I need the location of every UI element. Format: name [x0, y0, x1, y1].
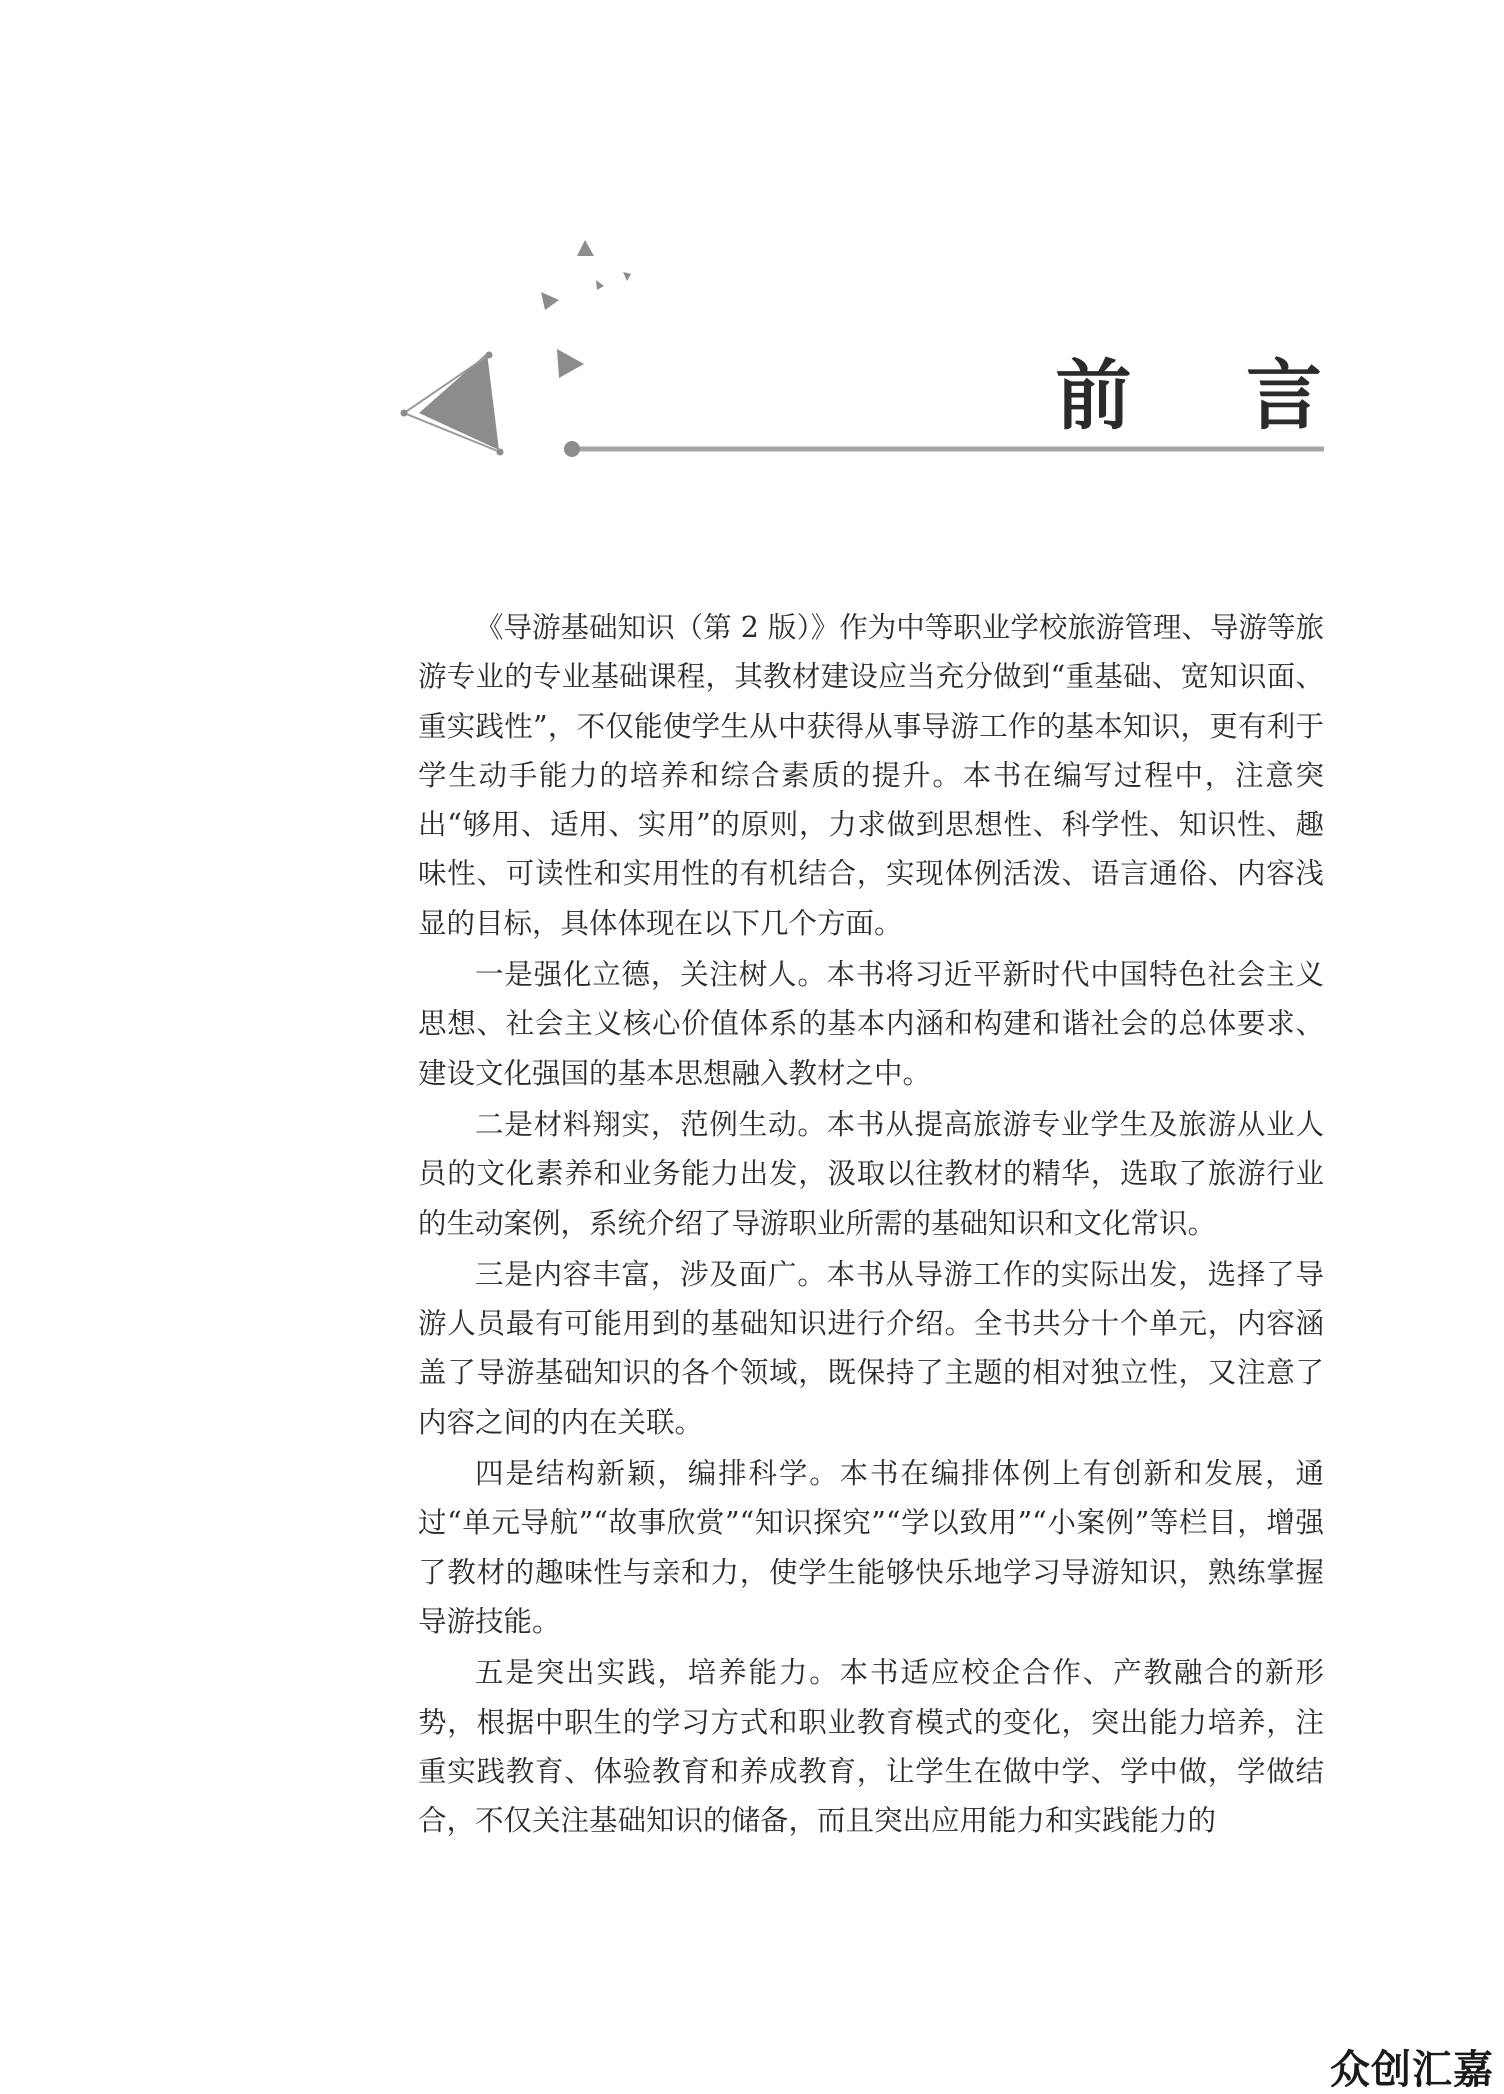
decor-triangle-small-1 [577, 240, 594, 256]
decor-triangle-small-2 [541, 292, 559, 310]
preface-body [418, 603, 1324, 1847]
decor-triangle-small-5 [557, 349, 584, 378]
decor-dot [486, 352, 493, 359]
decor-dot [497, 449, 504, 456]
watermark-logo: 众创汇嘉 [1330, 2047, 1494, 2093]
decor-triangle-small-4 [623, 272, 631, 281]
paragraph-point-3: 三是内容丰富，涉及面广。本书从导游工作的实际出发，选择了导游人员最有可能用到的基础知识进行介绍。全书共分十个单元，内容涵盖了导游基础知识的各个领域，既保持了主题的相对独立性，又注意了内容之间的内在关联。 [418, 1257, 1324, 1439]
title-rule-dot [564, 441, 580, 457]
decor-dot [401, 410, 408, 417]
title-decoration [0, 0, 1504, 520]
page-title: 前 言 [1055, 351, 1366, 440]
paragraph-point-4: 四是结构新颖，编排科学。本书在编排体例上有创新和发展，通过“单元导航”“故事欣赏”“知识探究”“学以致用”“小案例”等栏目，增强了教材的趣味性与亲和力，使学生能够快乐地学习导游知识，熟练掌握导游技能。 [418, 1457, 1324, 1638]
decor-triangle-small-3 [596, 280, 604, 290]
paragraph-point-2: 二是材料翔实，范例生动。本书从提高旅游专业学生及旅游从业人员的文化素养和业务能力出发，汲取以往教材的精华，选取了旅游行业的生动案例，系统介绍了导游职业所需的基础知识和文化常识。 [418, 1107, 1324, 1240]
paragraph-point-1: 一是强化立德，关注树人。本书将习近平新时代中国特色社会主义思想、社会主义核心价值体系的基本内涵和构建和谐社会的总体要求、建设文化强国的基本思想融入教材之中。 [418, 958, 1324, 1090]
paragraph-intro: 《导游基础知识（第 2 版）》作为中等职业学校旅游管理、导游等旅游专业的专业基础课程，其教材建设应当充分做到“重基础、宽知识面、重实践性”，不仅能使学生从中获得从事导游工作的基本知识，更有利于学生动手能力的培养和综合素质的提升。本书在编写过程中，注意突出“够用、适用、实用”的原则，力求做到思想性、科学性、知识性、趣味性、可读性和实用性的有机结合，实现体例活泼、语言通俗、内容浅显的目标，具体体现在以下几个方面。 [418, 611, 1324, 940]
paragraph-point-5: 五是突出实践，培养能力。本书适应校企合作、产教融合的新形势，根据中职生的学习方式和职业教育模式的变化，突出能力培养，注重实践教育、体验教育和养成教育，让学生在做中学、学中做，学做结合，不仅关注基础知识的储备，而且突出应用能力和实践能力的 [418, 1656, 1324, 1838]
